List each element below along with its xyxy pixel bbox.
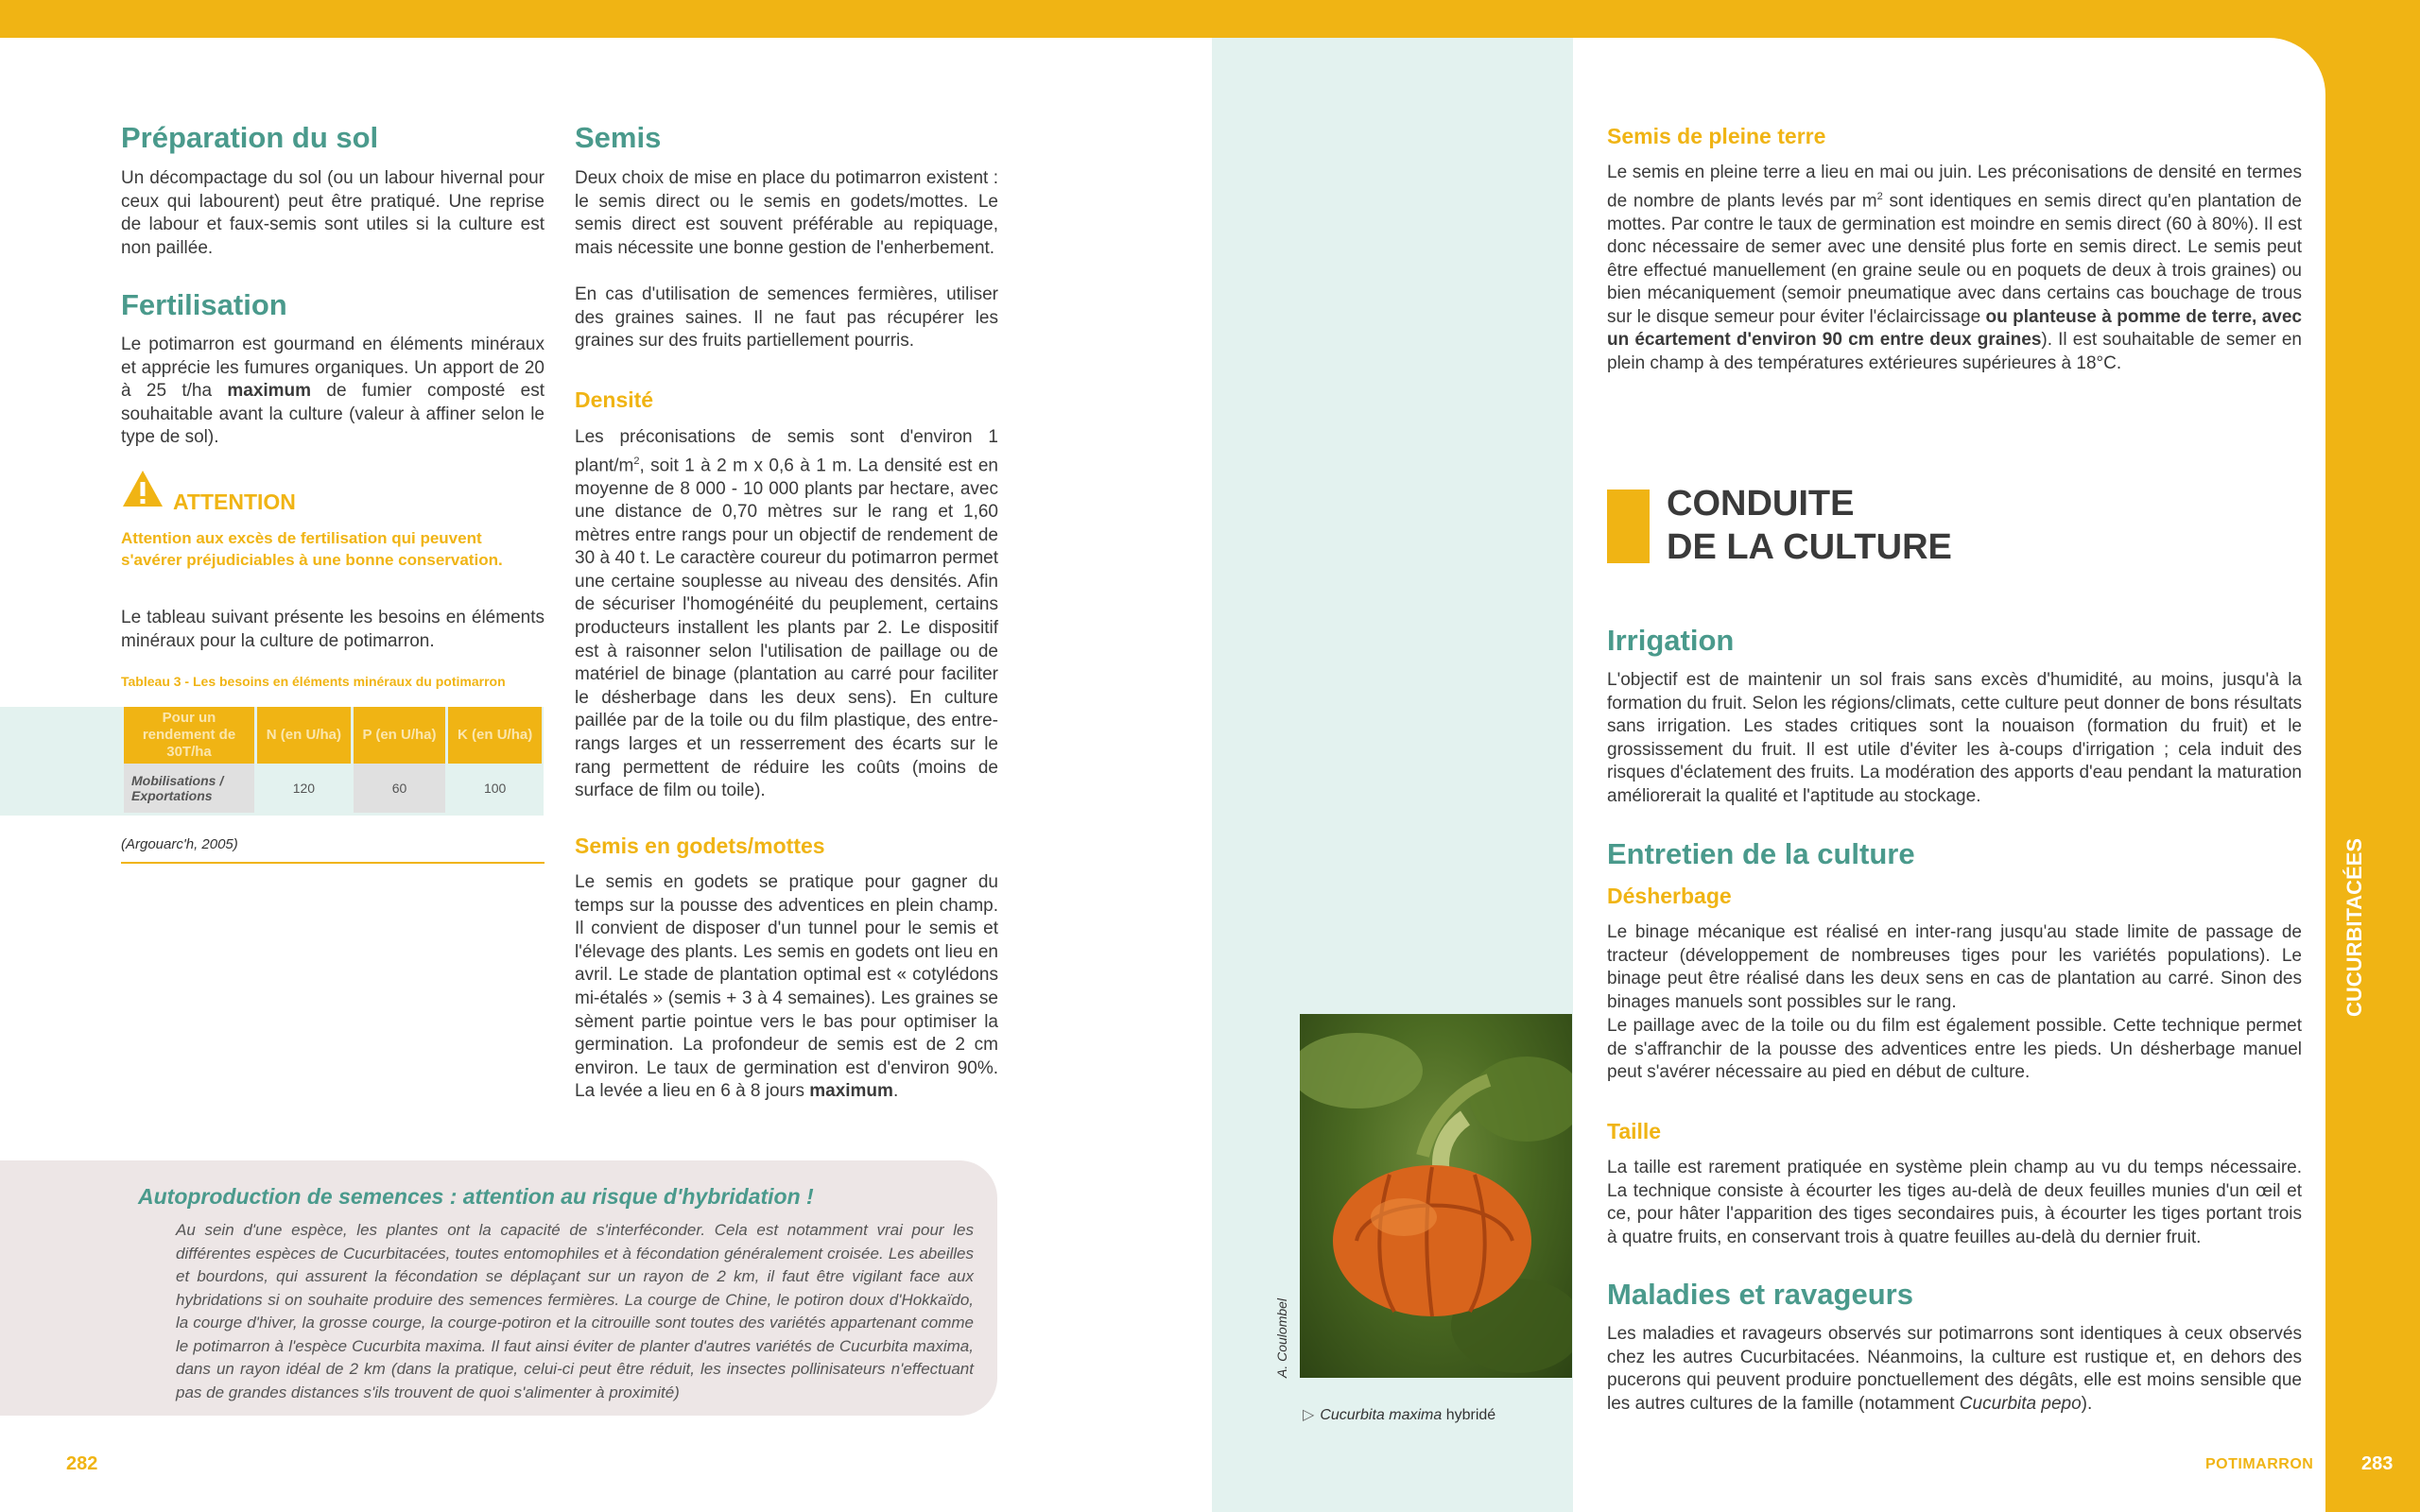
photo-credit: A. Coulombel <box>1274 1297 1289 1378</box>
pumpkin-photo <box>1300 1014 1572 1378</box>
text-pleine-terre: Le semis en pleine terre a lieu en mai ou juin. Les préconisations de densité en termes de nombre de plants levés par $m^2$ sont identiques en semis direct qu'en plantation de mottes. Par contre le taux de germination est moindre en semis direct (60 à 80%). Il est donc nécessaire de semer avec une densité plus forte en semis direct. Le semis peut être effectué manuellement (en graine seule ou en poquets de deux à trois graines) ou bien mécaniquement (semoir pneumatique avec dans certains cas bouchage de trous sur le disque semeur pour éviter l'éclaircissage ou planteuse à pomme de terre, avec un écartement d'environ 90 cm entre deux graines). Il est souhaitable de semer en plein champ à des températures extérieures supérieures à 18°C. <box>1607 163 2302 374</box>
footer-title: POTIMARRON <box>2205 1456 2314 1472</box>
table-row-label: Mobilisations / Exportations <box>124 764 254 813</box>
text-irrigation: L'objectif est de maintenir un sol frais sans excès d'humidité, au moins, jusqu'à la formation du fruit. Selon les régions/climats, cette culture peut donner de bons résultats sans irrigation. Les stades critiques sont la nouaison (formation du fruit) et le grossissement du fruit. Il est utile d'éviter les à-coups d'irrigation ; cela induit des risques d'éclatement des fruits. La modération des apports d'eau pendant la maturation améliorerait la qualité et l'aptitude au stockage. <box>1607 670 2302 806</box>
heading-desherbage: Désherbage <box>1607 884 1732 908</box>
caption-triangle-icon: ▷ <box>1303 1407 1315 1423</box>
right-yellow-strip <box>2325 0 2420 1512</box>
warning-icon <box>121 469 164 508</box>
heading-taille: Taille <box>1607 1119 1662 1143</box>
box-title: Autoproduction de semences : attention au risque d'hybridation ! <box>138 1184 814 1209</box>
table-cell: 120 <box>257 764 351 813</box>
heading-irrigation: Irrigation <box>1607 624 1735 657</box>
photo-caption: ▷ Cucurbita maxima hybridé <box>1303 1407 1496 1423</box>
table-header: N (en U/ha) <box>257 707 351 764</box>
heading-pleine-terre: Semis de pleine terre <box>1607 124 1826 148</box>
attention-title: ATTENTION <box>173 490 296 514</box>
box-text: Au sein d'une espèce, les plantes ont la capacité de s'interféconder. Cela est notamment vrai pour les différentes espèces de Cucurbitacées, toutes entomophiles et à fécondation généralement croisée. Les abeilles et bourdons, qui assurent la fécondation se déplaçant sur un rayon de 2 km, il faut être vigilant face aux hybridations si on souhaite produire des semences fermières. La courge de Chine, le potiron doux d'Hokkaïdo, la courge d'hiver, la grosse courge, la courge-potiron et la citrouille sont toutes des variétés appartenant comme le potimarron à l'espèce Cucurbita maxima. Il faut ainsi éviter de planter d'autres variétés de Cucurbita maxima, dans un rayon idéal de 2 km (dans la pratique, celui-ci peut être réduit, les insectes pollinisateurs n'effectuant pas de grandes distances s'ils trouvent de quoi s'alimenter à proximité) <box>176 1221 974 1401</box>
heading-fertilisation: Fertilisation <box>121 288 287 321</box>
table-cell: 60 <box>354 764 446 813</box>
table-header: P (en U/ha) <box>354 707 446 764</box>
text-fertilisation: Le potimarron est gourmand en éléments minéraux et apprécie les fumures organiques. Un apport de 20 à 25 t/ha maximum de fumier composté est souhaitable avant la culture (valeur à affiner selon le type de sol). <box>121 335 544 448</box>
text-desherbage-2: Le paillage avec de la toile ou du film est également possible. Cette technique permet de s'affranchir de la pousse des adventices entre les pieds. Un désherbage manuel peut s'avérer nécessaire au pied en début de culture. <box>1607 1016 2302 1083</box>
text-desherbage-1: Le binage mécanique est réalisé en inter-rang jusqu'au stade limite de passage de tracteur (développement de nombreuses tiges pour les variétés populations). Le binage peut être réalisé dans les deux sens en cas de plantation au carré. Sinon des binages manuels sont possibles sur le rang. <box>1607 922 2302 1012</box>
text-semis-1: Deux choix de mise en place du potimarron existent : le semis direct ou le semis en godets/mottes. Le semis direct est souvent préférable au repiquage, mais nécessite une bonne gestion de l'enherbement. <box>575 168 998 258</box>
page-number-right: 283 <box>2361 1453 2394 1474</box>
heading-preparation: Préparation du sol <box>121 121 379 154</box>
heading-maladies: Maladies et ravageurs <box>1607 1278 1913 1311</box>
table-cell: 100 <box>448 764 542 813</box>
table-row <box>124 764 542 813</box>
pumpkin-illustration <box>1300 1014 1572 1378</box>
heading-godets: Semis en godets/mottes <box>575 833 825 858</box>
top-yellow-band <box>0 0 2420 38</box>
attention-text: Attention aux excès de fertilisation qui peuvent s'avérer préjudiciables à une bonne conservation. <box>121 529 503 569</box>
table-source: (Argouarc'h, 2005) <box>121 836 238 852</box>
heading-entretien: Entretien de la culture <box>1607 837 1915 870</box>
text-maladies: Les maladies et ravageurs observés sur potimarrons sont identiques à ceux observés chez les autres Cucurbitacées. Néanmoins, la culture est rustique et, en dehors des pucerons qui peuvent produire ponctuellement des dégâts, elle est moins sensible que les autres cultures de la famille (notamment Cucurbita pepo). <box>1607 1324 2302 1414</box>
nutrient-table <box>121 707 544 813</box>
table-caption: Tableau 3 - Les besoins en éléments minéraux du potimarron <box>121 674 506 689</box>
table-header: K (en U/ha) <box>448 707 542 764</box>
table-intro: Le tableau suivant présente les besoins en éléments minéraux pour la culture de potimarron. <box>121 608 544 651</box>
source-divider <box>121 862 544 864</box>
table-header-row <box>124 707 542 764</box>
text-densite: Les préconisations de semis sont d'environ 1 plant/$m^2$, soit 1 à 2 m x 0,6 à 1 m. La densité est en moyenne de 8 000 - 10 000 plants par hectare, avec une distance de 0,70 mètres sur le rang et 1,60 mètres entre rangs pour un objectif de rendement de 30 à 40 t. Le caractère coureur du potimarron permet une certaine souplesse au niveau des densités. Afin de sécuriser l'homogénéité du peuplement, certains producteurs installent les plants par 2. Le dispositif est à raisonner selon l'utilisation de paillage ou de matériel de binage (plantation au carré pour faciliter le désherbage dans les deux sens). En culture paillée par de la toile ou du film plastique, des entre-rangs larges et un resserrement des écarts sur le rang permettent de réduire les coûts (moins de surface de film ou toile). <box>575 427 998 801</box>
heading-semis: Semis <box>575 121 662 154</box>
text-godets: Le semis en godets se pratique pour gagner du temps sur la pousse des adventices en plein champ. Il convient de disposer d'un tunnel pour le semis et l'élevage des plants. Les semis en godets ont lieu en avril. Le stade de plantation optimal est « cotylédons mi-étalés » (semis + 3 à 4 semaines). Les graines se sèment partie pointue vers le bas pour optimiser la germination. La profondeur de semis est de 2 cm environ. Le taux de germination est d'environ 90%. La levée a lieu en 6 à 8 jours maximum. <box>575 872 998 1102</box>
vertical-section-tab: CUCURBITACÉES <box>2342 837 2366 1017</box>
text-taille: La taille est rarement pratiquée en système plein champ au vu du temps nécessaire. La technique consiste à écourter les tiges au-delà de deux feuilles munies d'un œil et ce, pour hâter l'apparition des tiges secondaires puis, à écourter les tiges portant trois à quatre fruits, en conservant trois à quatre feuilles au-delà du dernier fruit. <box>1607 1158 2302 1247</box>
heading-densite: Densité <box>575 387 654 412</box>
text-semis-2: En cas d'utilisation de semences fermières, utiliser des graines saines. Il ne faut pas récupérer les graines sur des fruits partiellement pourris. <box>575 284 998 352</box>
text-preparation: Un décompactage du sol (ou un labour hivernal pour ceux qui labourent) peut être pratiqué. Une reprise de labour et faux-semis sont utiles si la culture est non paillée. <box>121 168 544 258</box>
conduite-accent-bar <box>1607 490 1650 563</box>
section-title-conduite: CONDUITE DE LA CULTURE <box>1667 484 1952 567</box>
table-header: Pour un rendement de 30T/ha <box>124 707 254 764</box>
page-number-left: 282 <box>66 1453 98 1474</box>
